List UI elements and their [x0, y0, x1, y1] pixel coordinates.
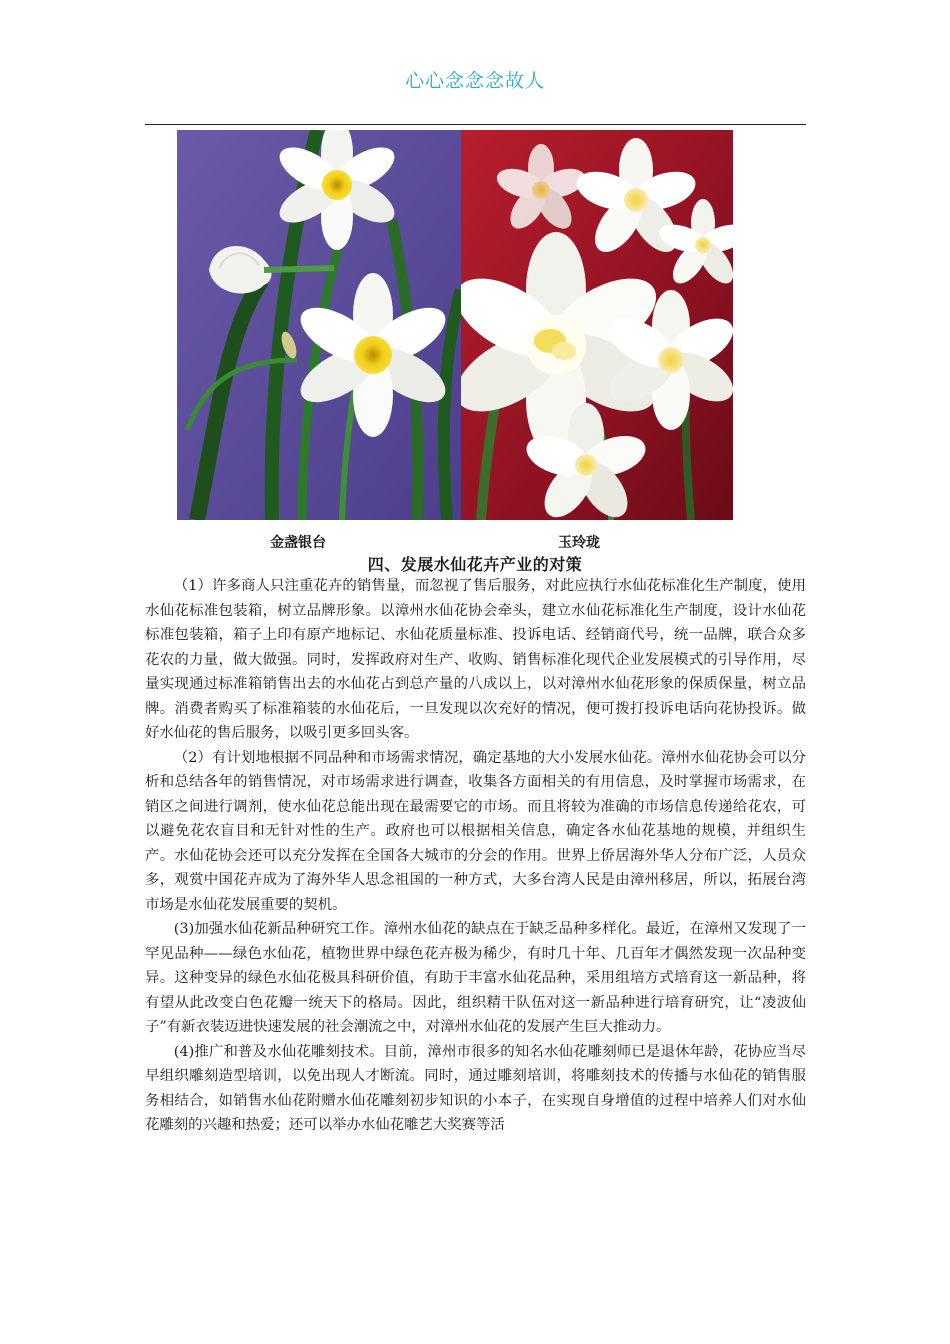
paragraph-4: (4)推广和普及水仙花雕刻技术。目前，漳州市很多的知名水仙花雕刻师已是退休年龄，花协应当尽早组织雕刻造型培训，以免出现人才断流。同时，通过雕刻培训，将雕刻技术的传播与水仙花的销售服务相结合，如销售水仙花附赠水仙花雕刻初步知识的小本子，在实现自身增值的过程中培养人们对水仙花雕刻的兴趣和热爱；还可以举办水仙花雕艺大奖赛等活 — [145, 1043, 806, 1133]
narcissus-photo-jinzhanyintai — [177, 130, 461, 520]
header-title: 心心念念念故人 — [404, 70, 545, 92]
figure-caption-right: 玉玲珑 — [558, 535, 600, 551]
paragraph-3: (3)加强水仙花新品种研究工作。漳州水仙花的缺点在于缺乏品种多样化。最近，在漳州又发现了一罕见品种——绿色水仙花，植物世界中绿色花卉极为稀少，有时几十年、几百年才偶然发现一次品种变异。这种变异的绿色水仙花极具科研价值，有助于丰富水仙花品种，采用组培方式培育这一新品种，将有望从此改变白色花瓣一统天下的格局。因此，组织精干队伍对这一新品种进行培育研究，让“凌波仙子”有新衣装迈进快速发展的社会潮流之中，对漳州水仙花的发展产生巨大推动力。 — [145, 921, 806, 1035]
header-divider — [145, 124, 806, 125]
body-text — [145, 574, 806, 1138]
figure-caption-left: 金盏银台 — [270, 535, 326, 551]
narcissus-photo-yulinglong — [461, 130, 733, 520]
paragraph-1: （1）许多商人只注重花卉的销售量，而忽视了售后服务，对此应执行水仙花标准化生产制度，使用水仙花标准包装箱，树立品牌形象。以漳州水仙花协会牵头，建立水仙花标准化生产制度，设计水仙花标准包装箱，箱子上印有原产地标记、水仙花质量标准、投诉电话、经销商代号，统一品牌，联合众多花农的力量，做大做强。同时，发挥政府对生产、收购、销售标准化现代企业发展模式的引导作用，尽量实现通过标准箱销售出去的水仙花占到总产量的八成以上，以对漳州水仙花形象的保质保量，树立品牌。消费者购买了标准箱装的水仙花后，一旦发现以次充好的情况，便可拨打投诉电话向花协投诉。做好水仙花的售后服务，以吸引更多回头客。 — [145, 578, 806, 741]
section-heading: 四、发展水仙花卉产业的对策 — [367, 555, 583, 574]
paragraph-2: （2）有计划地根据不同品种和市场需求情况，确定基地的大小发展水仙花。漳州水仙花协会可以分析和总结各年的销售情况，对市场需求进行调查，收集各方面相关的有用信息，及时掌握市场需求，在销区之间进行调剂，使水仙花总能出现在最需要它的市场。而且将较为准确的市场信息传递给花农，可以避免花农盲目和无针对性的生产。政府也可以根据相关信息，确定各水仙花基地的规模，并组织生产。水仙花协会还可以充分发挥在全国各大城市的分会的作用。世界上侨居海外华人分布广泛，人员众多，观赏中国花卉成为了海外华人思念祖国的一种方式，大多台湾人民是由漳州移居，所以，拓展台湾市场是水仙花发展重要的契机。 — [145, 749, 806, 913]
